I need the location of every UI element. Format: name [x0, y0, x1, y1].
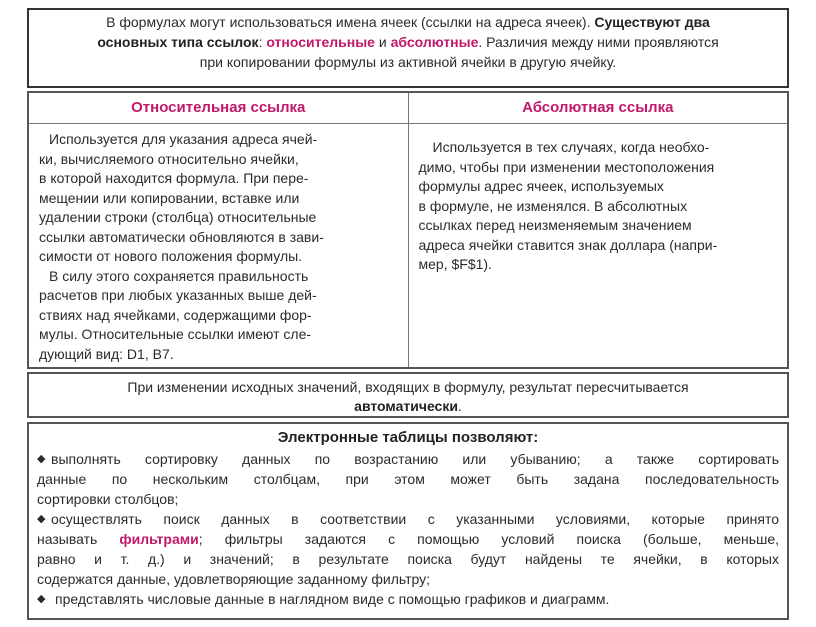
relative-description: [29, 124, 409, 367]
absolute-term: абсолютные: [390, 34, 479, 50]
intro-box: [27, 8, 789, 88]
recalc-note: [27, 372, 789, 418]
feature-fragment: ; фильтры задаются с помощью условий поиска (больше, меньше,: [198, 531, 779, 547]
reference-types-table: [27, 91, 789, 369]
relative-line: ссылки автоматически обновляются в зави-: [39, 228, 324, 245]
feature-item-charts: [37, 589, 779, 609]
intro-line2-f: . Различия между ними проявляются: [478, 34, 719, 50]
intro-line2-b: :: [258, 34, 267, 50]
absolute-line: ссылках перед неизменяемым значением: [418, 217, 692, 233]
absolute-line: адреса ячейки ставится знак доллара (напри-: [418, 236, 718, 253]
diamond-bullet-icon: ◆: [37, 513, 46, 525]
feature-item-sort: [37, 449, 779, 469]
feature-line: равно и т. д.) и значений; в результате поиска будут найдены те ячейки, в которых: [37, 551, 779, 567]
intro-line2-a: основных типа ссылок: [97, 34, 259, 50]
relative-line: расчетов при любых указанных выше дей-: [39, 287, 317, 303]
header-relative: Относительная ссылка: [29, 93, 409, 123]
diamond-bullet-icon: ◆: [37, 453, 46, 465]
absolute-line: Используется в тех случаях, когда необхо-: [432, 139, 710, 155]
intro-line1-a: В формулах могут использоваться имена ячеек (ссылки на адреса ячеек).: [106, 14, 595, 30]
relative-line: ки, вычисляемого относительно ячейки,: [39, 150, 299, 167]
intro-text: [29, 10, 787, 74]
recalc-dot: .: [457, 398, 462, 414]
recalc-auto: автоматически: [354, 398, 458, 414]
absolute-line: в формуле, не изменялся. В абсолютных: [418, 197, 688, 214]
intro-line3: при копировании формулы из активной ячейки в другую ячейку.: [199, 54, 617, 70]
recalc-line1: При изменении исходных значений, входящих в формулу, результат пересчитывается: [127, 379, 689, 395]
relative-line: удалении строки (столбца) относительные: [39, 209, 317, 225]
feature-text-cont: [37, 469, 779, 509]
feature-text-cont: [37, 529, 779, 589]
diamond-bullet-icon: ◆: [37, 593, 46, 605]
absolute-line: димо, чтобы при изменении местоположения: [418, 158, 715, 175]
feature-text: [51, 449, 779, 469]
relative-line: мулы. Относительные ссылки имеют сле-: [39, 326, 312, 342]
feature-line: выполнять сортировку данных по возрастанию или убыванию; а также сортировать: [51, 451, 779, 467]
feature-line: [37, 529, 779, 549]
feature-line: содержатся данные, удовлетворяющие заданному фильтру;: [37, 571, 431, 587]
table-body-row: [29, 124, 787, 367]
features-title: Электронные таблицы позволяют:: [277, 429, 539, 446]
intro-line1-b: Существуют два: [594, 14, 710, 30]
relative-line: ствиях над ячейками, содержащими фор-: [39, 306, 312, 323]
recalc-line2: [29, 397, 787, 416]
relative-line: В силу этого сохраняется правильность: [49, 267, 309, 284]
absolute-line: формулы адрес ячеек, используемых: [418, 178, 664, 194]
feature-line: осуществлять поиск данных в соответствии с указанными условиями, которые принято: [51, 511, 779, 527]
feature-text: [51, 589, 779, 609]
feature-item-search: [37, 509, 779, 529]
feature-line: представлять числовые данные в наглядном виде с помощью графиков и диаграмм.: [55, 591, 610, 607]
relative-line: дующий вид: D1, B7.: [39, 345, 174, 362]
features-box: [27, 422, 789, 620]
intro-line2-d: и: [374, 34, 391, 50]
feature-line: сортировки столбцов;: [37, 491, 179, 507]
filters-term: фильтрами: [119, 531, 199, 547]
relative-line: Используется для указания адреса ячей-: [49, 131, 318, 147]
relative-line: мещении или копировании, вставке или: [39, 189, 300, 206]
relative-line: симости от нового положения формулы.: [39, 248, 303, 264]
absolute-line: мер, $F$1).: [418, 256, 492, 272]
relative-line: в которой находится формула. При пере-: [39, 170, 309, 186]
feature-text: [51, 509, 779, 529]
feature-line: данные по нескольким столбцам, при этом может быть задана последовательность: [37, 471, 779, 487]
header-absolute: Абсолютная ссылка: [522, 99, 674, 116]
absolute-description: [409, 124, 788, 367]
feature-fragment: называть: [37, 531, 120, 547]
table-header-row: [29, 93, 787, 124]
relative-term: относительные: [266, 34, 375, 50]
